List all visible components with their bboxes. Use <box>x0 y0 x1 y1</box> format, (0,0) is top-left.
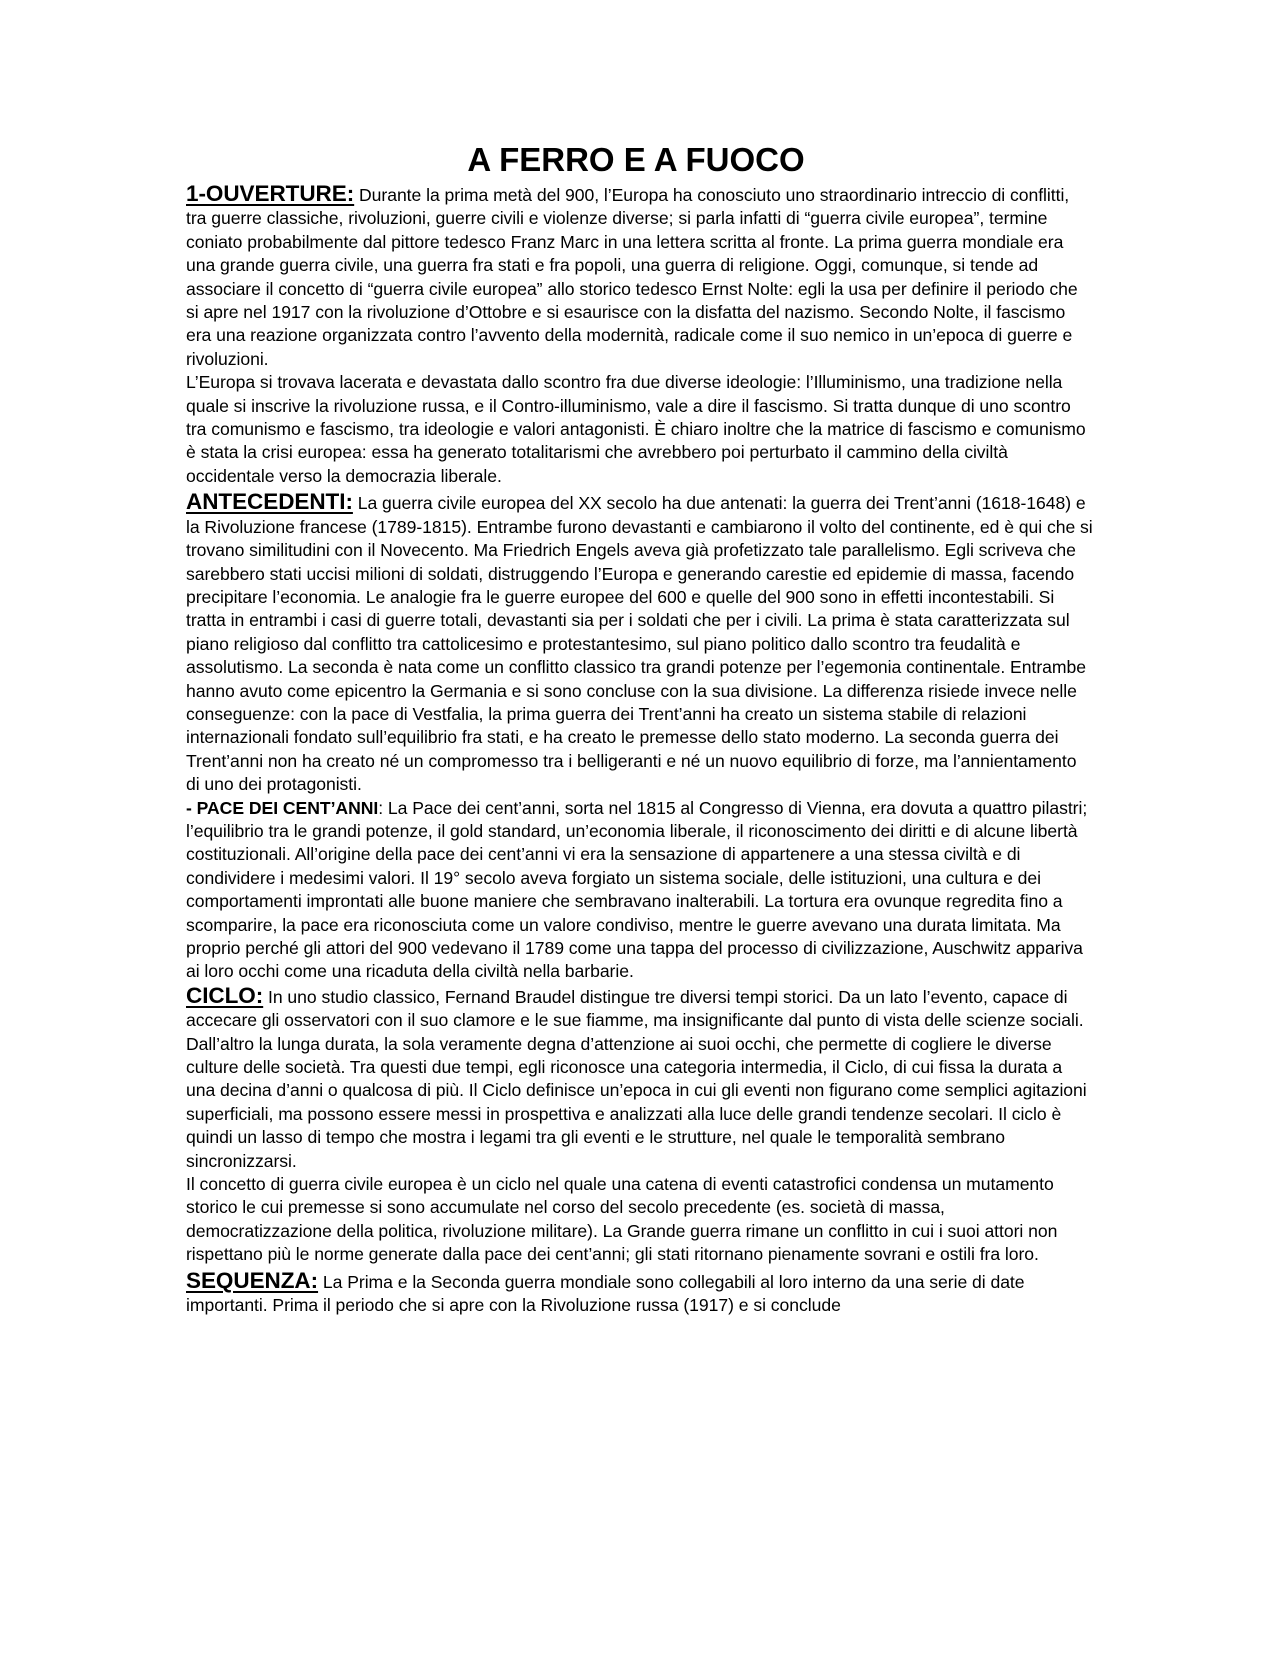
section-sequenza <box>186 1269 1094 1318</box>
section-heading-ciclo: CICLO: <box>186 982 264 1008</box>
section-text-pace: : La Pace dei cent’anni, sorta nel 1815 al Congresso di Vienna, era dovuta a quattro pilastri; l’equilibrio tra le grandi potenze, il gold standard, un’economia liberale, il riconoscimento dei diritti e di alcune libertà costituzionali. All’origine della pace dei cent’anni vi era la sensazione di appartenere a una stessa civiltà e di condividere i medesimi valori. Il 19° secolo aveva forgiato un sistema sociale, delle istituzioni, una cultura e dei comportamenti improntati alle buone maniere che sembravano inalterabili. La tortura era ovunque regredita fino a scomparire, la pace era riconosciuta come un valore condiviso, mentre le guerre avevano una durata limitata. Ma proprio perché gli attori del 900 vedevano il 1789 come una tappa del processo di civilizzazione, Auschwitz appariva ai loro occhi come una ricaduta della civiltà nella barbarie. <box>186 797 1088 982</box>
section-ouverture <box>186 182 1094 371</box>
section-heading-ouverture: 1-OUVERTURE: <box>186 181 355 206</box>
document-title: A FERRO E A FUOCO <box>467 141 805 178</box>
section-text-sequenza: La Prima e la Seconda guerra mondiale sono collegabili al loro interno da una serie di date importanti. Prima il periodo che si apre con la Rivoluzione russa (1917) e si conclude <box>186 1271 1025 1316</box>
document-page <box>186 140 1094 1318</box>
section-lead-pace: - PACE DEI CENT’ANNI <box>186 797 379 818</box>
section-heading-sequenza: SEQUENZA: <box>186 1267 319 1293</box>
section-text-antecedenti: La guerra civile europea del XX secolo ha due antenati: la guerra dei Trent’anni (1618-1648) e la Rivoluzione francese (1789-1815). Entrambe furono devastanti e cambiarono il volto del continente, ed è qui che si trovano similitudini con il Novecento. Ma Friedrich Engels aveva già profetizzato tale parallelismo. Egli scriveva che sarebbero stati uccisi milioni di soldati, distruggendo l’Europa e generando carestie ed epidemie di massa, facendo precipitare l’economia. Le analogie fra le guerre europee del 600 e quelle del 900 sono in effetti incontestabili. Si tratta in entrambi i casi di guerre totali, devastanti sia per i soldati che per i civili. La prima è stata caratterizzata sul piano religioso dal conflitto tra cattolicesimo e protestantesimo, sul piano politico dallo scontro tra feudalità e assolutismo. La seconda è nata come un conflitto classico tra grandi potenze per l’egemonia continentale. Entrambe hanno avuto come epicentro la Germania e si sono concluse con la sua divisione. La differenza risiede invece nelle conseguenze: con la pace di Vestfalia, la prima guerra dei Trent’anni ha creato un sistema stabile di relazioni internazionali fondato sull’equilibrio fra stati, e ha creato le premesse dello stato moderno. La seconda guerra dei Trent’anni non ha creato né un compromesso tra i belligeranti e né un nuovo equilibrio di forze, ma l’annientamento di uno dei protagonisti. <box>186 493 1093 795</box>
paragraph-text-concetto: Il concetto di guerra civile europea è un ciclo nel quale una catena di eventi catastrofici condensa un mutamento storico le cui premesse si sono accumulate nel corso del secolo precedente (es. società di massa, democratizzazione della politica, rivoluzione militare). La Grande guerra rimane un conflitto in cui i suoi attori non rispettano più le norme generate dalla pace dei cent’anni; gli stati ritornano pienamente sovrani e ostili fra loro. <box>186 1174 1058 1265</box>
paragraph-text-europa: L’Europa si trovava lacerata e devastata dallo scontro fra due diverse ideologie: l’Illuminismo, una tradizione nella quale si inscrive la rivoluzione russa, e il Contro-illuminismo, vale a dire il fascismo. Si tratta dunque di uno scontro tra comunismo e fascismo, tra ideologie e valori antagonisti. È chiaro inoltre che la matrice di fascismo e comunismo è stata la crisi europea: essa ha generato totalitarismi che avrebbero poi perturbato il cammino della civiltà occidentale verso la democrazia liberale. <box>186 372 1086 486</box>
section-ciclo <box>186 984 1094 1173</box>
section-text-ouverture: Durante la prima metà del 900, l’Europa ha conosciuto uno straordinario intreccio di conflitti, tra guerre classiche, rivoluzioni, guerre civili e violenze diverse; si parla infatti di “guerra civile europea”, termine coniato probabilmente dal pittore tedesco Franz Marc in una lettera scritta al fronte. La prima guerra mondiale era una grande guerra civile, una guerra fra stati e fra popoli, una guerra di religione. Oggi, comunque, si tende ad associare il concetto di “guerra civile europea” allo storico tedesco Ernst Nolte: egli la usa per definire il periodo che si apre nel 1917 con la rivoluzione d’Ottobre e si esaurisce con la disfatta del nazismo. Secondo Nolte, il fascismo era una reazione organizzata contro l’avvento della modernità, radicale come il suo nemico in un’epoca di guerre e rivoluzioni. <box>186 185 1078 369</box>
section-pace-dei-centanni <box>186 797 1094 984</box>
section-text-ciclo: In uno studio classico, Fernand Braudel distingue tre diversi tempi storici. Da un lato l’evento, capace di accecare gli osservatori con il suo clamore e le sue fiamme, ma insignificante dal punto di vista delle scienze sociali. Dall’altro la lunga durata, la sola veramente degna d’attenzione ai suoi occhi, che permette di cogliere le diverse culture delle società. Tra questi due tempi, egli riconosce una categoria intermedia, il Ciclo, di cui fissa la durata a una decina d’anni o qualcosa di più. Il Ciclo definisce un’epoca in cui gli eventi non figurano come semplici agitazioni superficiali, ma possono essere messi in prospettiva e analizzati alla luce delle grandi tendenze secolari. Il ciclo è quindi un lasso di tempo che mostra i legami tra gli eventi e le strutture, nel quale le temporalità sembrano sincronizzarsi. <box>186 986 1087 1171</box>
paragraph-concetto <box>186 1173 1094 1267</box>
paragraph-europa <box>186 371 1094 488</box>
section-heading-antecedenti: ANTECEDENTI: <box>186 489 353 515</box>
section-antecedenti <box>186 490 1094 796</box>
